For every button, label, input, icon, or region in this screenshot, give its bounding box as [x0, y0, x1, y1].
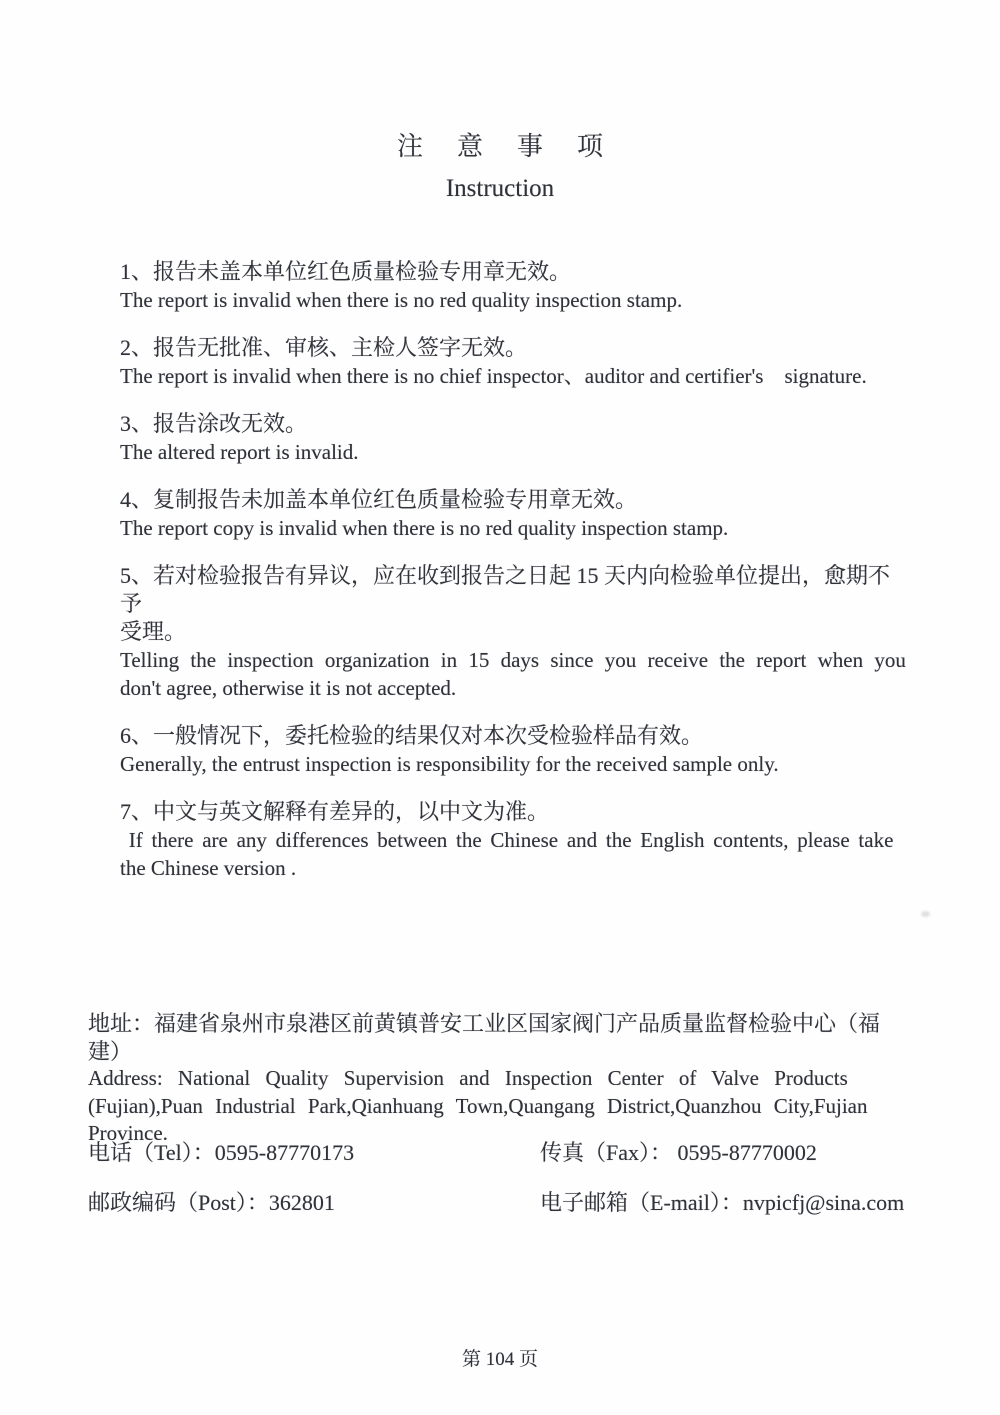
item-1-chinese: 1、报告未盖本单位红色质量检验专用章无效。 — [120, 259, 572, 284]
page-title-chinese: 注意事项 — [396, 132, 637, 161]
item-4-english: The report copy is invalid when there is no red quality inspection stamp. — [120, 516, 729, 540]
item-5-chinese-line-1: 5、若对检验报告有异议，应在收到报告之日起 15 天内向检验单位提出，愈期不予 — [120, 563, 891, 616]
address-english-line-2: (Fujian),Puan Industrial Park,Qianhuang Town,Quangang District,Quanzhou City,Fujian — [88, 1093, 868, 1118]
list-item-5 — [120, 562, 910, 702]
item-5-english-line-1: Telling the inspection organization in 15 days since you receive the report when you — [120, 648, 906, 672]
fax-value: 传真（Fax）： 0595-87770002 — [540, 1140, 817, 1165]
page-title-english: Instruction — [445, 175, 555, 202]
item-3-chinese: 3、报告涂改无效。 — [120, 411, 308, 436]
list-item-1 — [120, 258, 910, 314]
contact-block — [88, 1136, 940, 1236]
item-5-chinese-line-2: 受理。 — [120, 619, 187, 644]
scan-artifact — [921, 911, 930, 917]
item-6-english: Generally, the entrust inspection is responsibility for the received sample only. — [120, 752, 779, 776]
item-3-english: The altered report is invalid. — [120, 440, 359, 464]
contact-row-1 — [88, 1136, 940, 1186]
list-item-6 — [120, 722, 910, 778]
item-2-english: The report is invalid when there is no chief inspector、auditor and certifier's signature. — [120, 364, 867, 388]
item-7-english-line-2: the Chinese version . — [120, 856, 297, 880]
item-5-english-line-2: don't agree, otherwise it is not accepted. — [120, 676, 457, 700]
list-item-3 — [120, 410, 910, 466]
list-item-2 — [120, 334, 910, 390]
item-7-english-line-1: If there are any differences between the Chinese and the English contents, please take — [120, 828, 894, 852]
address-english-line-3: Province. — [88, 1121, 168, 1145]
item-1-english: The report is invalid when there is no red quality inspection stamp. — [120, 288, 683, 312]
instruction-list — [120, 258, 910, 902]
address-chinese: 地址：福建省泉州市泉港区前黄镇普安工业区国家阀门产品质量监督检验中心（福建） — [88, 1011, 881, 1064]
item-6-chinese: 6、一般情况下，委托检验的结果仅对本次受检验样品有效。 — [120, 723, 704, 748]
page-number: 第 104 页 — [461, 1349, 538, 1370]
address-block — [88, 1010, 910, 1148]
postcode-value: 邮政编码（Post）：362801 — [88, 1190, 335, 1215]
telephone-value: 电话（Tel）：0595-87770173 — [88, 1140, 355, 1165]
address-english-line-1: Address: National Quality Supervision and Inspection Center of Valve Products — [88, 1066, 848, 1090]
email-value: 电子邮箱（E-mail）：nvpicfj@sina.com — [540, 1190, 905, 1215]
list-item-4 — [120, 486, 910, 542]
item-4-chinese: 4、复制报告未加盖本单位红色质量检验专用章无效。 — [120, 487, 638, 512]
item-2-chinese: 2、报告无批准、审核、主检人签字无效。 — [120, 335, 528, 360]
list-item-7 — [120, 798, 910, 882]
item-7-chinese: 7、中文与英文解释有差异的，以中文为准。 — [120, 799, 550, 824]
contact-row-2 — [88, 1186, 940, 1236]
